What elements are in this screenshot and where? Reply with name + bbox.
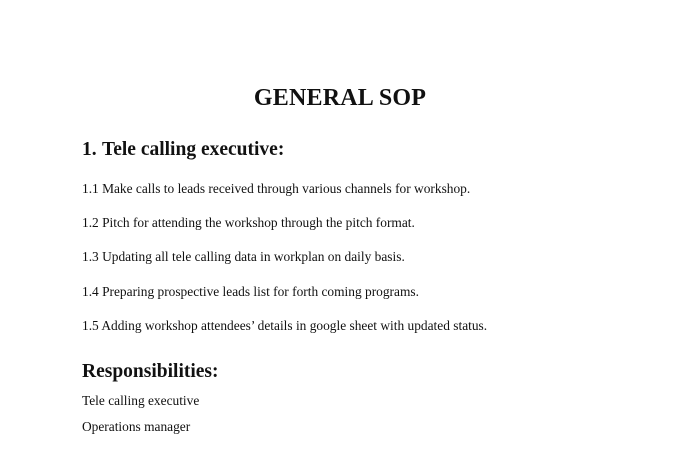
responsibility-item: Tele calling executive <box>82 393 200 408</box>
responsibility-item: Operations manager <box>82 419 191 434</box>
document-title: GENERAL SOP <box>253 85 427 111</box>
section-number: 1. <box>82 139 97 160</box>
sop-item: 1.5 Adding workshop attendees’ details in google sheet with updated status. <box>82 318 488 333</box>
section-heading-text: Tele calling executive: <box>102 139 285 160</box>
sop-item: 1.4 Preparing prospective leads list for forth coming programs. <box>82 284 419 299</box>
sop-item: 1.1 Make calls to leads received through various channels for workshop. <box>82 181 471 196</box>
sop-item: 1.2 Pitch for attending the workshop through the pitch format. <box>82 215 415 230</box>
sop-item: 1.3 Updating all tele calling data in workplan on daily basis. <box>82 249 405 264</box>
responsibilities-heading: Responsibilities: <box>82 361 219 382</box>
section-heading <box>82 138 284 162</box>
